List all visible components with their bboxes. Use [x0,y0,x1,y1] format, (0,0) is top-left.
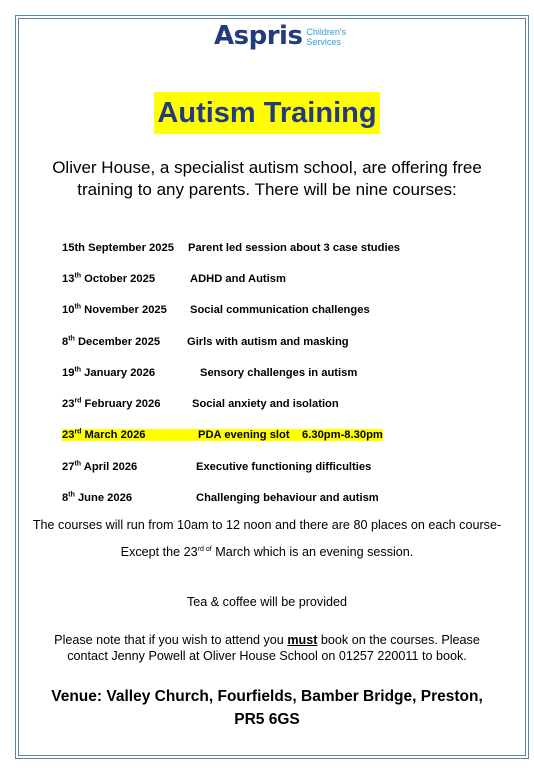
logo-word: Aspris [214,21,303,51]
course-topic: Girls with autism and masking [187,335,349,348]
course-row [62,357,482,388]
course-day-suffix: th [68,491,75,499]
course-day-suffix: th [74,303,82,311]
booking-note [50,632,484,664]
refreshments-note: Tea & coffee will be provided [186,595,348,609]
course-day: 15th September 2025 [62,241,174,254]
course-day: 27 [62,460,75,473]
logo-sub-line2: Services [306,37,341,47]
course-day: 13 [62,272,75,285]
course-day-suffix: rd [74,397,82,405]
course-topic: Executive functioning difficulties [196,460,372,473]
course-date [62,273,190,285]
course-row-highlighted [62,420,482,451]
course-row [62,482,482,513]
intro-text: Oliver House, a specialist autism school, are offering free training to any parents. There will be nine courses: [52,158,482,199]
course-day-suffix: th [74,366,82,374]
course-date [62,242,188,254]
course-date [62,398,192,410]
course-month-year: October 2025 [81,272,156,285]
course-month-year: November 2025 [81,304,167,317]
course-month-year: December 2025 [74,335,161,348]
course-row [62,326,482,357]
course-date [62,304,190,316]
course-date [62,336,187,348]
course-month-year: April 2026 [81,460,138,473]
course-row [62,451,482,482]
course-day: 19 [62,366,75,379]
booking-note-part1: Please note that if you wish to attend you [54,633,288,647]
booking-note-part2: book on the courses. Please contact Jenny Powell at Oliver House School on 01257 220011 to book. [67,633,480,663]
schedule-note-part2: March which is an evening session. [211,545,414,559]
course-row [62,263,482,294]
course-day-suffix: th [74,459,82,467]
course-topic: ADHD and Autism [190,272,286,285]
course-row [62,232,482,263]
title-wrap [0,92,534,134]
course-topic: Parent led session about 3 case studies [188,241,401,254]
course-topic: Social communication challenges [190,304,370,317]
course-day: 23 [62,398,75,411]
aspris-logo [214,21,346,57]
course-topic: PDA evening slot 6.30pm-8.30pm [198,429,383,442]
course-list [62,232,482,514]
course-day-suffix: rd [74,428,82,436]
course-day: 10 [62,304,75,317]
venue-address: Venue: Valley Church, Fourfields, Bamber Bridge, Preston, PR5 6GS [51,688,483,728]
course-date [62,461,196,473]
schedule-note-part1: The courses will run from 10am to 12 noon and there are 80 places on each course- Except the 23 [32,518,502,559]
course-month-year: March 2026 [81,429,146,442]
course-row [62,295,482,326]
course-day: 23 [62,429,75,442]
schedule-note [30,512,504,566]
course-topic: Sensory challenges in autism [200,366,358,379]
logo-subtitle [306,27,346,47]
course-topic: Challenging behaviour and autism [196,492,379,505]
course-row [62,388,482,419]
course-date [62,429,198,441]
course-month-year: February 2026 [81,398,161,411]
course-topic: Social anxiety and isolation [192,398,339,411]
course-month-year: January 2026 [81,366,156,379]
course-month-year: June 2026 [74,492,133,505]
course-day-suffix: th [74,272,82,280]
course-date [62,367,200,379]
booking-note-emphasis: must [287,633,318,647]
course-day: 8 [62,492,69,505]
page-title: Autism Training [154,92,379,134]
schedule-note-sup: rd of [197,545,212,553]
logo-sub-line1: Children's [306,27,347,37]
course-day: 8 [62,335,69,348]
course-day-suffix: th [68,334,75,342]
course-date [62,492,196,504]
